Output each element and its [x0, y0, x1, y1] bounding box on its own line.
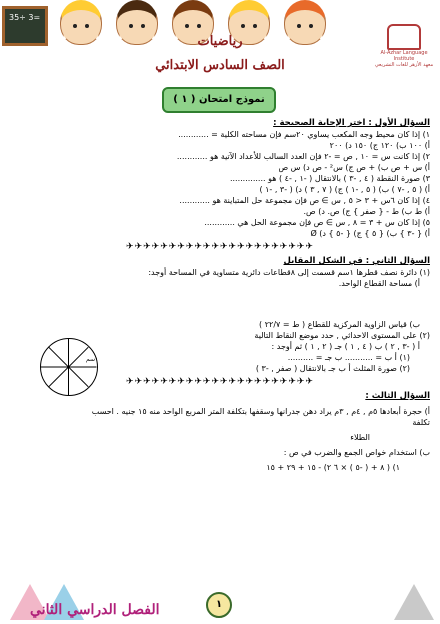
q3-line: أ) حجرة أبعادها ٥م , ٤م , ٣م يراد دهن جدرانها وسقفها بتكلفة المتر المربع الواحد منه ١٥ جنيه . احسب	[91, 407, 430, 416]
kid-face-icon	[116, 0, 158, 45]
q1-line: أ) ط ب) ط - { صفر } ج) ص. د) ص.	[303, 207, 430, 216]
q1-title: السؤال الأول : اختر الإجابة الصحيحة :	[273, 118, 430, 128]
plane-separator: ✈✈✈✈✈✈✈✈✈✈✈✈✈✈✈✈✈✈✈✈✈✈	[126, 377, 314, 387]
plane-separator: ✈✈✈✈✈✈✈✈✈✈✈✈✈✈✈✈✈✈✈✈✈✈	[126, 242, 314, 252]
subject-title: رياضيات	[197, 34, 243, 49]
chalkboard-text: 35÷ 3=	[9, 13, 41, 22]
q2-line: (٢) على المستوى الاحداثي , حدد موضع النقاط التالية	[254, 331, 430, 340]
semester-title: الفصل الدراسي الثاني	[30, 602, 160, 618]
q2-line: ب) قياس الزاوية المركزية للقطاع ( ط = ٢٢/٧ )	[259, 320, 420, 329]
q3-line: ب) استخدام خواص الجمع والضرب في ص :	[283, 448, 430, 457]
grade-title: الصف السادس الابتدائي	[155, 58, 285, 73]
divided-circle-figure	[40, 338, 98, 396]
kid-face-icon	[60, 0, 102, 45]
q1-line: أ) ( ٥ , -٧ ) ب) ( ٥ , -١ ) ج) ( ٧ , ٣ ) د) ( -٣ , -١ )	[259, 185, 430, 194]
q3-title: السؤال الثالث :	[365, 391, 430, 401]
ruler-triangle-icon	[394, 584, 434, 620]
mosque-icon	[387, 24, 421, 50]
q1-line: ١) إذا كان محيط وجه المكعب يساوي ٢٠سم فإن مساحته الكلية = ............	[178, 130, 430, 139]
geometry-tools-illustration	[344, 572, 434, 620]
page-number: ١	[206, 592, 232, 618]
q1-line: أ) س + ص ب) + ص ج) س² - ص د) س ص	[278, 163, 430, 172]
logo-text-en: Al-Azhar Language Institute	[380, 50, 428, 62]
q2-line: أ) مساحة القطاع الواحد.	[338, 279, 420, 288]
page-header	[0, 0, 440, 88]
chalkboard-icon	[2, 6, 48, 46]
q1-line: أ) ١٠٠ ب) ١٢٠ ج) ١٥٠ د) ٢٠٠	[329, 141, 430, 150]
kids-illustration	[60, 0, 360, 38]
q1-line: ٢) إذا كانت س = ١٠ , ص = -٢ فإن العدد السالب للأعداد الآتية هو ............	[176, 152, 430, 161]
institute-logo	[372, 24, 436, 72]
q2-title: السؤال الثاني : في الشكل المقابل	[283, 256, 430, 266]
q3-line: ١) ( ٨ + ( -٥ ) × ٦ ٢) - ١٥ + ٢٩ + ١٥	[266, 463, 400, 472]
q1-line: ٥) إذا كان س + ٣ = ٨ , س ∋ ص فإن مجموعة الحل هي ............	[204, 218, 430, 227]
exam-title: نموذج امتحان ( ١ )	[162, 87, 276, 113]
q2-line: (١) دائرة نصف قطرها ١سم قسمت إلى ٨قطاعات دائرية متساوية في المساحة أوجد:	[148, 268, 430, 277]
exam-content	[10, 116, 430, 473]
q1-line: ٤) إذا كان ٦س + ٣ < ٥ , س ∋ ص فإن مجموعة حل المتباينة هو ............	[179, 196, 430, 205]
kid-face-icon	[284, 0, 326, 45]
q3-line: الطلاء	[350, 433, 370, 442]
q1-line: ٣) صورة النقطة ( ٤ , -٣ ) بالانتقال ( -١ , -٤ ) هو ..............	[229, 174, 430, 183]
q2-line: (١) أ ب = ........... ب جـ = ..........	[287, 353, 410, 362]
spacer	[10, 289, 430, 319]
q1-line: أ) { -٣ } ب) { ٥ } ج) { -٥ } د) Ø	[310, 229, 430, 238]
q3-line: تكلفة	[412, 418, 430, 427]
page-footer	[0, 564, 440, 624]
circle-radius-label: ١سم	[86, 356, 99, 363]
q2-line: (٢) صورة المثلث أ ب جـ بالانتقال ( صفر , -٣ )	[255, 364, 410, 373]
q2-line: أ ( -٣ , ٢ ) ب ( ٤ , ١ ) جـ ( ٢ , ١ ) ثم أوجد :	[271, 342, 420, 351]
logo-text-ar: معهد الأزهر للغات التشريعي	[374, 62, 434, 68]
